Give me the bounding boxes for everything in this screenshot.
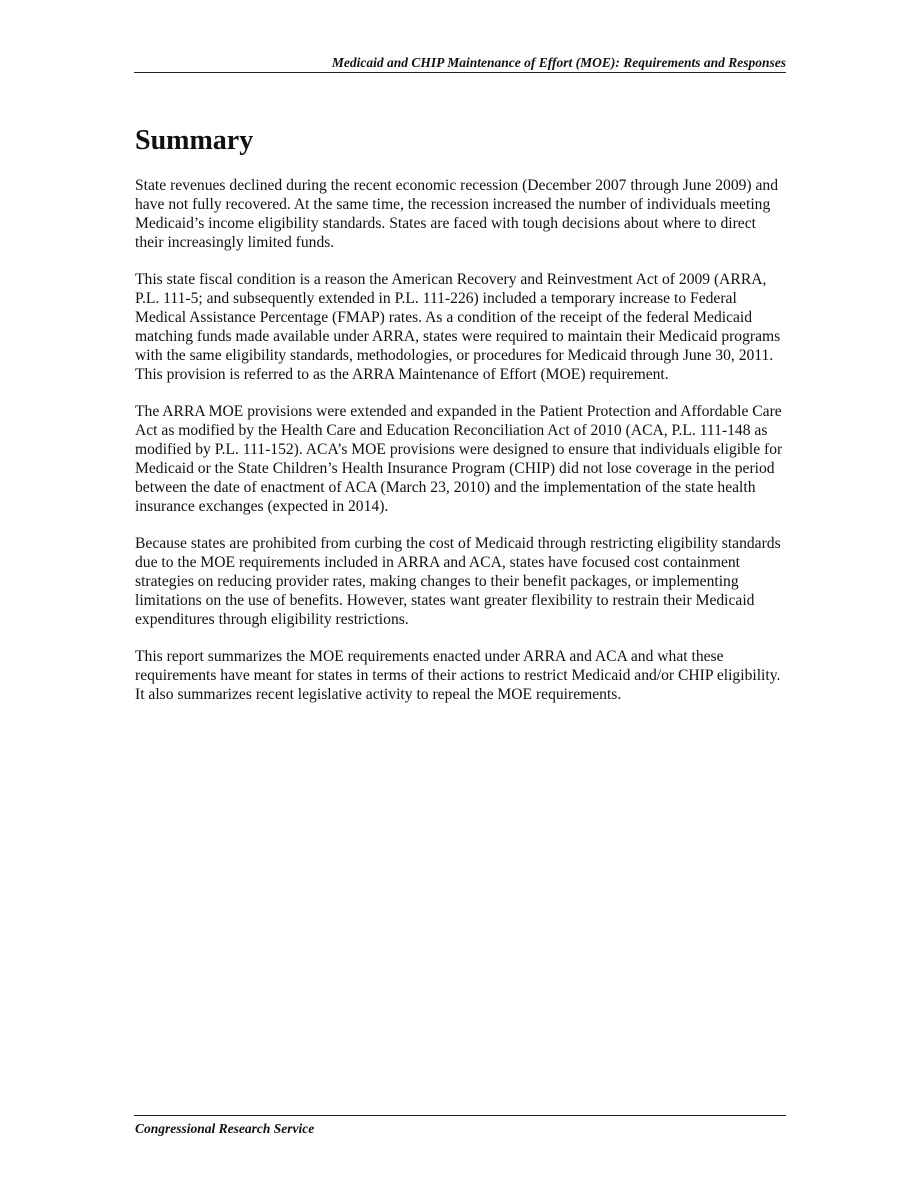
paragraph-arra: This state fiscal condition is a reason the American Recovery and Reinvestment Act of 2009 (ARRA, P.L. 111-5; and subsequently extended in P.L. 111-226) included a temporary increase to Federal Medical Assistance Percentage (FMAP) rates. As a condition of the receipt of the federal Medicaid matching funds made available under ARRA, states were required to maintain their Medicaid programs with the same eligibility standards, methodologies, or procedures for Medicaid through June 30, 2011. This provision is referred to as the ARRA Maintenance of Effort (MOE) requirement.: [135, 271, 781, 383]
footer-divider: [134, 1115, 786, 1116]
footer-publisher: Congressional Research Service: [135, 1121, 315, 1136]
paragraph-report-scope: This report summarizes the MOE requirements enacted under ARRA and ACA and what these requirements have meant for states in terms of their actions to restrict Medicaid and/or CHIP eligibility. It also summarizes recent legislative activity to repeal the MOE requirements.: [135, 648, 781, 703]
page-title: Summary: [135, 125, 254, 156]
summary-body: [135, 176, 787, 722]
paragraph-aca: The ARRA MOE provisions were extended and expanded in the Patient Protection and Affordable Care Act as modified by the Health Care and Education Reconciliation Act of 2010 (ACA, P.L. 111-148 as modified by P.L. 111-152). ACA’s MOE provisions were designed to ensure that individuals eligible for Medicaid or the State Children’s Health Insurance Program (CHIP) did not lose coverage in the period between the date of enactment of ACA (March 23, 2010) and the implementation of the state health insurance exchanges (expected in 2014).: [135, 403, 783, 515]
paragraph-recession: State revenues declined during the recent economic recession (December 2007 through June 2009) and have not fully recovered. At the same time, the recession increased the number of individuals meeting Medicaid’s income eligibility standards. States are faced with tough decisions about where to direct their increasingly limited funds.: [135, 177, 779, 251]
paragraph-cost-containment: Because states are prohibited from curbing the cost of Medicaid through restricting eligibility standards due to the MOE requirements included in ARRA and ACA, states have focused cost containment strategies on reducing provider rates, making changes to their benefit packages, or implementing limitations on the use of benefits. However, states want greater flexibility to restrain their Medicaid expenditures through eligibility restrictions.: [135, 535, 781, 628]
running-header: Medicaid and CHIP Maintenance of Effort (MOE): Requirements and Responses: [331, 55, 786, 70]
header-divider: [134, 72, 786, 73]
